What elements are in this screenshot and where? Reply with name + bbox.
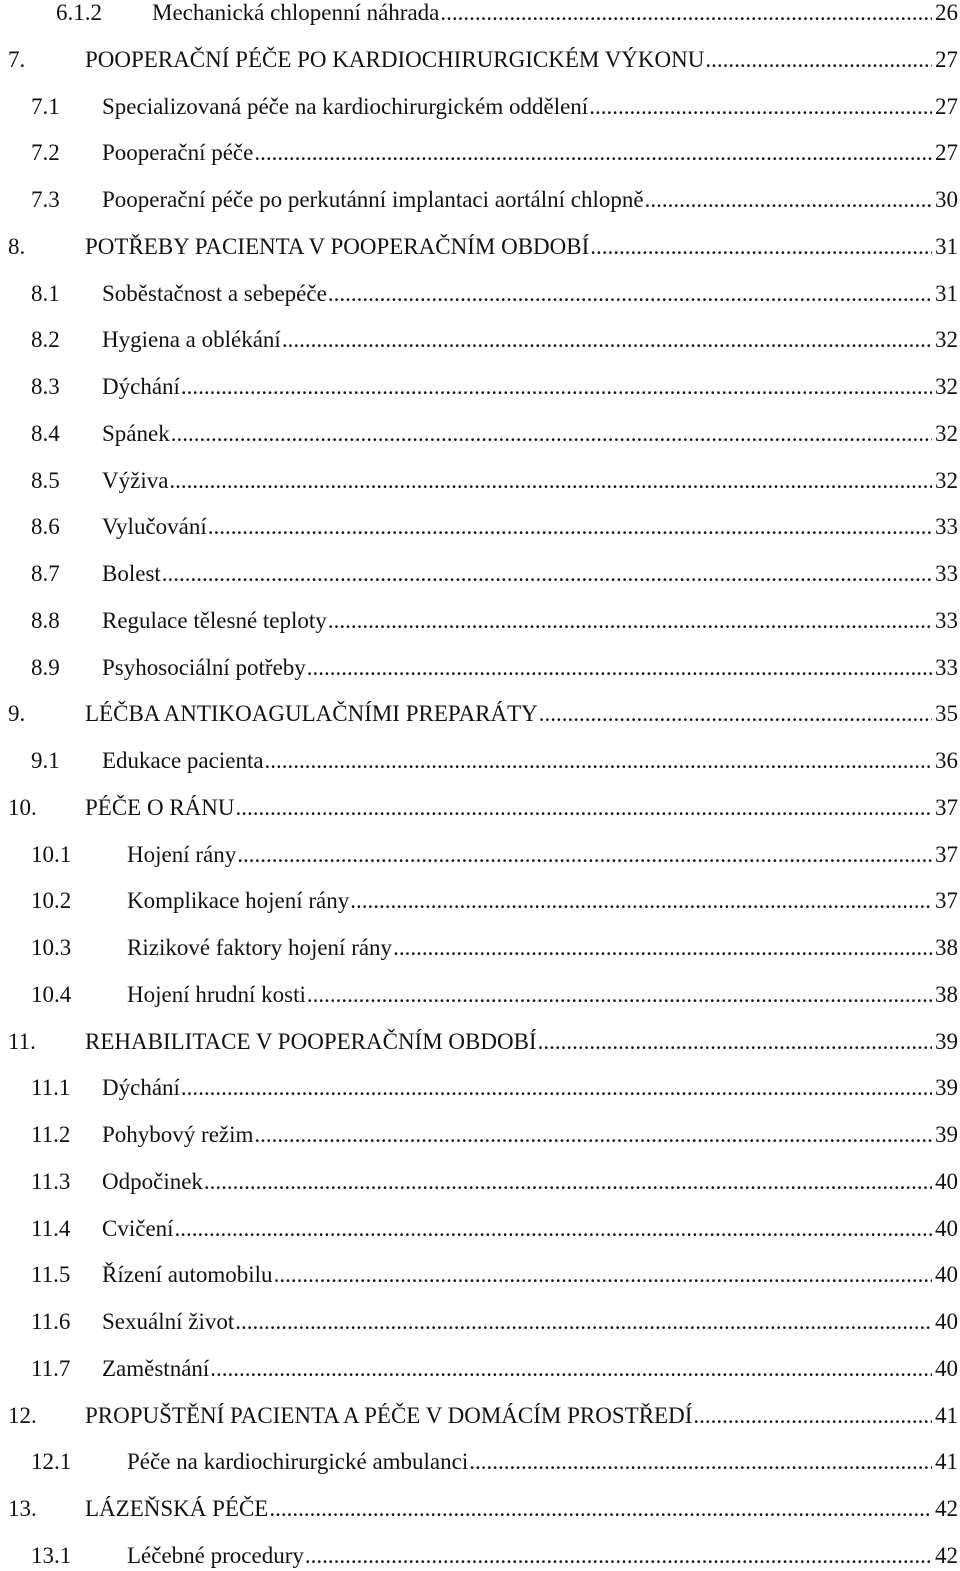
toc-entry-body [85, 1494, 958, 1524]
toc-entry[interactable] [0, 466, 960, 496]
toc-entry-body [102, 466, 958, 496]
toc-entry-body [102, 746, 958, 776]
toc-dot-leader [305, 1541, 932, 1571]
toc-entry-title: Psyhosociální potřeby [102, 654, 306, 680]
toc-dot-leader [235, 1307, 932, 1337]
toc-entry[interactable] [0, 840, 960, 870]
toc-entry-title: Edukace pacienta [102, 748, 264, 773]
toc-entry-page-number: 39 [935, 1122, 958, 1147]
toc-entry-page-number: 38 [935, 981, 958, 1007]
toc-entry[interactable] [0, 1214, 960, 1244]
toc-entry-title: Hojení rány [127, 841, 237, 867]
toc-entry-body [102, 1307, 958, 1337]
toc-entry-title: Hygiena a oblékání [102, 327, 281, 353]
toc-entry[interactable] [0, 0, 960, 28]
toc-entry-body [85, 1401, 958, 1431]
toc-entry-page-number: 42 [935, 1496, 958, 1521]
toc-entry[interactable] [0, 1541, 960, 1571]
toc-entry-number: 8.9 [31, 654, 60, 680]
toc-entry[interactable] [0, 1167, 960, 1197]
toc-entry-number: 7.3 [31, 187, 60, 212]
toc-dot-leader [282, 325, 932, 355]
toc-entry-page-number: 40 [935, 1215, 958, 1241]
toc-entry-body [102, 512, 958, 542]
toc-entry-number: 9.1 [31, 748, 60, 773]
toc-dot-leader [705, 45, 932, 75]
toc-dot-leader [307, 980, 932, 1010]
toc-entry-number: 8.7 [31, 561, 60, 586]
toc-entry[interactable] [0, 653, 960, 683]
toc-entry-title: Bolest [102, 561, 161, 586]
toc-entry-title: Specializovaná péče na kardiochirurgickém oddělení [102, 93, 589, 119]
toc-entry-number: 8.6 [31, 514, 60, 540]
toc-entry-title: Regulace tělesné teploty [102, 607, 327, 633]
toc-entry-title: REHABILITACE V POOPERAČNÍM OBDOBÍ [85, 1028, 537, 1054]
toc-entry-title: Rizikové faktory hojení rány [127, 935, 393, 960]
toc-entry-number: 11. [8, 1028, 36, 1054]
toc-entry-page-number: 27 [935, 93, 958, 119]
toc-entry-title: PÉČE O RÁNU [85, 794, 235, 820]
toc-entry[interactable] [0, 138, 960, 168]
toc-entry-body [102, 606, 958, 636]
toc-entry[interactable] [0, 372, 960, 402]
toc-entry-number: 11.5 [31, 1262, 71, 1288]
toc-entry-number: 6.1.2 [56, 0, 102, 25]
toc-entry-title: Cvičení [102, 1215, 174, 1241]
toc-entry-number: 8. [8, 233, 26, 259]
toc-entry[interactable] [0, 232, 960, 262]
toc-entry[interactable] [0, 1307, 960, 1337]
toc-entry-body [127, 1541, 958, 1571]
toc-dot-leader [589, 92, 932, 122]
toc-entry-page-number: 33 [935, 654, 958, 680]
toc-entry-number: 11.2 [31, 1122, 71, 1147]
toc-entry-body [85, 232, 958, 262]
toc-entry-number: 8.5 [31, 467, 60, 493]
toc-entry-body [152, 0, 958, 28]
toc-entry-title: Spánek [102, 420, 170, 446]
toc-entry-page-number: 30 [935, 187, 958, 212]
toc-entry[interactable] [0, 793, 960, 823]
toc-entry-number: 11.6 [31, 1309, 71, 1334]
toc-entry-number: 8.2 [31, 327, 60, 353]
toc-entry-number: 13.1 [31, 1542, 72, 1568]
toc-entry-body [127, 980, 958, 1010]
toc-entry-page-number: 38 [935, 935, 958, 960]
toc-dot-leader [469, 1447, 932, 1477]
toc-entry-body [102, 419, 958, 449]
toc-entry-number: 8.8 [31, 607, 60, 633]
toc-dot-leader [181, 372, 932, 402]
toc-entry-title: Výživa [102, 467, 169, 493]
toc-entry-title: Komplikace hojení rány [127, 888, 350, 914]
toc-entry-page-number: 32 [935, 420, 958, 446]
toc-entry-page-number: 40 [935, 1355, 958, 1381]
toc-entry-title: LÁZEŇSKÁ PÉČE [85, 1496, 269, 1521]
toc-entry-page-number: 32 [935, 374, 958, 399]
toc-dot-leader [171, 419, 932, 449]
toc-dot-leader [210, 1354, 932, 1384]
toc-entry-body [102, 92, 958, 122]
toc-entry-title: Pooperační péče [102, 140, 254, 166]
toc-entry-body [127, 886, 958, 916]
toc-entry[interactable] [0, 980, 960, 1010]
toc-entry-body [102, 279, 958, 309]
toc-entry-title: Řízení automobilu [102, 1262, 273, 1288]
toc-entry-body [102, 559, 958, 589]
toc-entry-page-number: 32 [935, 327, 958, 353]
toc-entry-body [127, 1447, 958, 1477]
toc-dot-leader [237, 840, 932, 870]
toc-dot-leader [274, 1260, 932, 1290]
toc-entry[interactable] [0, 699, 960, 729]
toc-entry-number: 7.2 [31, 140, 60, 166]
toc-entry-body [85, 793, 958, 823]
toc-dot-leader [208, 512, 932, 542]
toc-entry-title: Pooperační péče po perkutánní implantaci aortální chlopně [102, 187, 644, 212]
toc-entry[interactable] [0, 1401, 960, 1431]
toc-entry[interactable] [0, 512, 960, 542]
toc-entry[interactable] [0, 419, 960, 449]
toc-entry[interactable] [0, 886, 960, 916]
toc-dot-leader [204, 1167, 932, 1197]
toc-entry-page-number: 42 [935, 1542, 958, 1568]
toc-entry-body [102, 1354, 958, 1384]
toc-entry-page-number: 27 [935, 140, 958, 166]
toc-entry-title: POTŘEBY PACIENTA V POOPERAČNÍM OBDOBÍ [85, 233, 590, 259]
toc-entry-body [85, 699, 958, 729]
toc-entry-title: Léčebné procedury [127, 1542, 304, 1568]
toc-entry-title: Mechanická chlopenní náhrada [152, 0, 440, 25]
toc-entry[interactable] [0, 1494, 960, 1524]
toc-entry[interactable] [0, 933, 960, 963]
toc-entry-title: Hojení hrudní kosti [127, 981, 306, 1007]
toc-entry-number: 8.3 [31, 374, 60, 399]
toc-dot-leader [328, 279, 932, 309]
toc-entry-body [85, 45, 958, 75]
toc-dot-leader [350, 886, 932, 916]
toc-entry-page-number: 36 [935, 748, 958, 773]
toc-dot-leader [440, 0, 932, 28]
toc-entry-title: Dýchání [102, 1075, 180, 1101]
toc-entry-body [102, 1260, 958, 1290]
toc-dot-leader [539, 699, 932, 729]
toc-entry-number: 11.3 [31, 1168, 71, 1194]
toc-entry-page-number: 27 [935, 46, 958, 72]
toc-entry-page-number: 33 [935, 514, 958, 540]
toc-entry-page-number: 35 [935, 701, 958, 727]
toc-dot-leader [175, 1214, 932, 1244]
toc-entry-title: Sexuální život [102, 1309, 235, 1334]
toc-entry[interactable] [0, 606, 960, 636]
toc-entry-number: 7.1 [31, 93, 60, 119]
toc-dot-leader [645, 185, 932, 215]
toc-entry[interactable] [0, 325, 960, 355]
toc-entry-number: 13. [8, 1496, 37, 1521]
toc-entry-number: 12. [8, 1402, 37, 1428]
toc-entry-page-number: 37 [935, 841, 958, 867]
toc-entry-page-number: 40 [935, 1309, 958, 1334]
toc-entry-page-number: 41 [935, 1402, 958, 1428]
toc-entry-number: 12.1 [31, 1449, 72, 1475]
toc-dot-leader [265, 746, 932, 776]
toc-dot-leader [693, 1401, 932, 1431]
toc-entry-title: Pohybový režim [102, 1122, 254, 1147]
toc-entry-body [102, 1214, 958, 1244]
toc-entry-body [85, 1027, 958, 1057]
toc-dot-leader [590, 232, 932, 262]
toc-entry[interactable] [0, 45, 960, 75]
toc-entry-page-number: 31 [935, 233, 958, 259]
toc-dot-leader [181, 1073, 932, 1103]
toc-entry-page-number: 31 [935, 280, 958, 306]
toc-entry-number: 10.1 [31, 841, 72, 867]
toc-entry-number: 9. [8, 701, 26, 727]
toc-entry-title: Soběstačnost a sebepéče [102, 280, 327, 306]
toc-entry-body [102, 1167, 958, 1197]
toc-entry-page-number: 40 [935, 1168, 958, 1194]
toc-entry[interactable] [0, 1073, 960, 1103]
toc-entry-title: Zaměstnání [102, 1355, 210, 1381]
toc-entry[interactable] [0, 279, 960, 309]
toc-entry-page-number: 39 [935, 1028, 958, 1054]
toc-entry[interactable] [0, 746, 960, 776]
toc-entry[interactable] [0, 92, 960, 122]
toc-entry-number: 10.4 [31, 981, 72, 1007]
toc-entry-body [127, 840, 958, 870]
toc-entry-title: Péče na kardiochirurgické ambulanci [127, 1449, 469, 1475]
toc-entry-number: 11.7 [31, 1355, 71, 1381]
toc-entry-page-number: 40 [935, 1262, 958, 1288]
toc-entry-title: LÉČBA ANTIKOAGULAČNÍMI PREPARÁTY [85, 701, 538, 727]
toc-entry-title: Dýchání [102, 374, 180, 399]
toc-entry-number: 8.1 [31, 280, 60, 306]
toc-entry[interactable] [0, 1120, 960, 1150]
toc-entry-number: 10.3 [31, 935, 72, 960]
toc-entry-body [102, 325, 958, 355]
toc-entry-title: POOPERAČNÍ PÉČE PO KARDIOCHIRURGICKÉM VÝKONU [85, 46, 705, 72]
toc-entry-number: 11.1 [31, 1075, 71, 1101]
toc-entry-body [127, 933, 958, 963]
toc-entry[interactable] [0, 185, 960, 215]
toc-entry-number: 7. [8, 46, 26, 72]
toc-dot-leader [236, 793, 932, 823]
toc-entry[interactable] [0, 559, 960, 589]
toc-entry-body [102, 653, 958, 683]
toc-entry-body [102, 1073, 958, 1103]
toc-entry-page-number: 33 [935, 607, 958, 633]
toc-dot-leader [393, 933, 932, 963]
toc-dot-leader [162, 559, 932, 589]
toc-entry-body [102, 138, 958, 168]
toc-entry[interactable] [0, 1260, 960, 1290]
toc-entry-page-number: 32 [935, 467, 958, 493]
toc-dot-leader [254, 138, 932, 168]
toc-entry-page-number: 39 [935, 1075, 958, 1101]
toc-dot-leader [169, 466, 932, 496]
toc-entry-page-number: 33 [935, 561, 958, 586]
toc-entry-page-number: 37 [935, 794, 958, 820]
toc-entry[interactable] [0, 1027, 960, 1057]
toc-entry-page-number: 26 [935, 0, 958, 25]
toc-entry-number: 8.4 [31, 420, 60, 446]
toc-entry-page-number: 37 [935, 888, 958, 914]
toc-entry-number: 10. [8, 794, 37, 820]
toc-entry-body [102, 1120, 958, 1150]
toc-entry-title: Vylučování [102, 514, 207, 540]
toc-dot-leader [538, 1027, 932, 1057]
toc-dot-leader [254, 1120, 932, 1150]
toc-dot-leader [269, 1494, 932, 1524]
toc-dot-leader [328, 606, 932, 636]
toc-entry[interactable] [0, 1447, 960, 1477]
toc-entry[interactable] [0, 1354, 960, 1384]
toc-entry-title: PROPUŠTĚNÍ PACIENTA A PÉČE V DOMÁCÍM PROSTŘEDÍ [85, 1402, 693, 1428]
toc-entry-body [102, 185, 958, 215]
toc-entry-title: Odpočinek [102, 1168, 203, 1194]
toc-entry-number: 10.2 [31, 888, 72, 914]
toc-dot-leader [307, 653, 932, 683]
toc-entry-page-number: 41 [935, 1449, 958, 1475]
toc-entry-body [102, 372, 958, 402]
toc-entry-number: 11.4 [31, 1215, 71, 1241]
